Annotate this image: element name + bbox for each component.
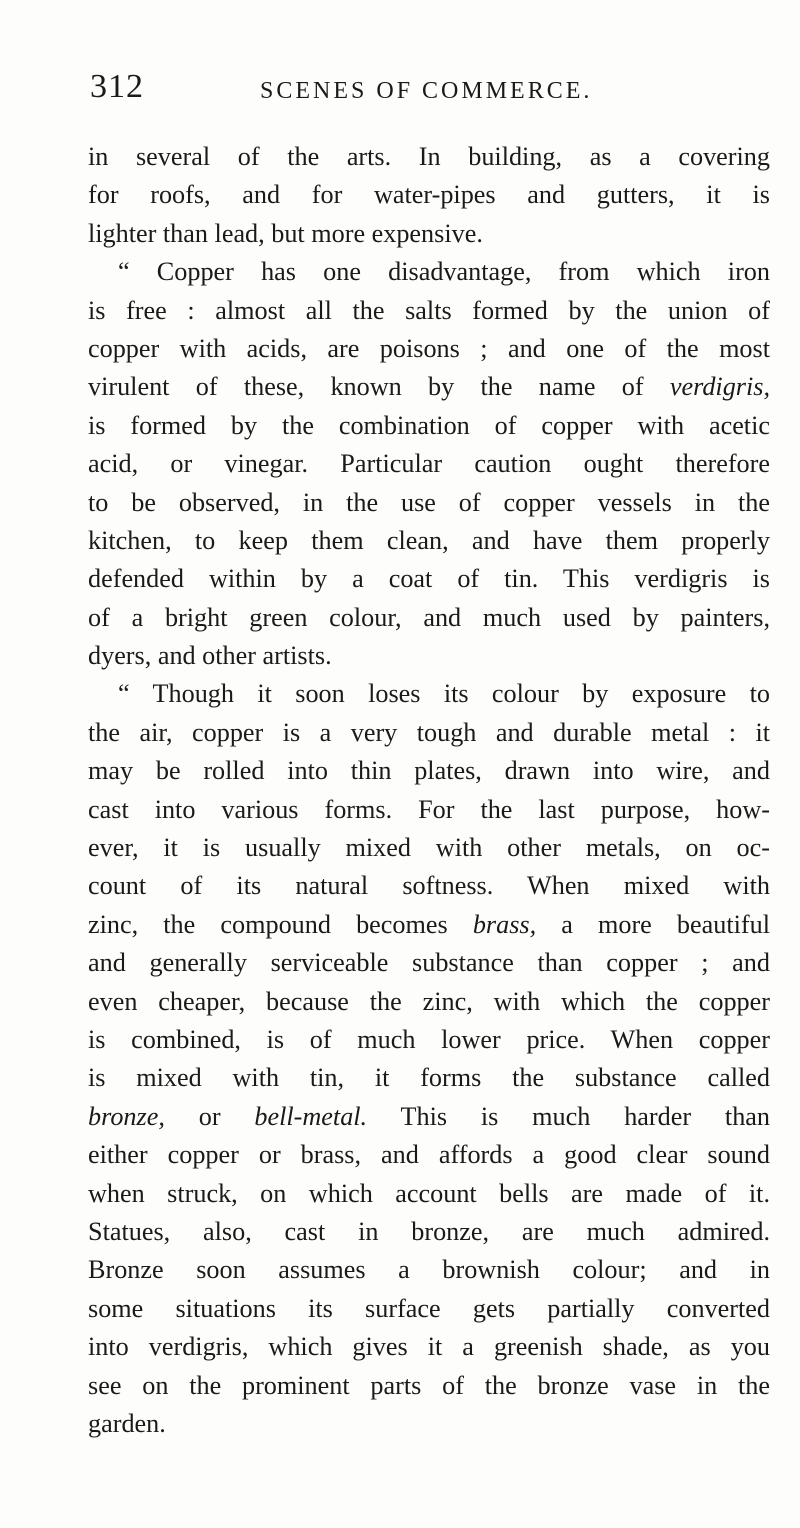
text-line: defended within by a coat of tin. This verdigris is	[88, 564, 770, 594]
text-line: ever, it is usually mixed with other metals, on oc-	[88, 833, 770, 863]
text-line: “ Copper has one disadvantage, from which iron	[118, 257, 770, 287]
text-line: cast into various forms. For the last purpose, how-	[88, 794, 770, 824]
text-line: see on the prominent parts of the bronze vase in the	[88, 1370, 770, 1400]
text-line: is mixed with tin, it forms the substance called	[88, 1063, 770, 1093]
text-line: some situations its surface gets partially converted	[88, 1293, 770, 1323]
text-line: acid, or vinegar. Particular caution ought therefore	[88, 449, 770, 479]
text-line-with-italic	[88, 906, 770, 944]
text-line: when struck, on which account bells are made of it.	[88, 1178, 770, 1208]
italic-term-bronze: bronze,	[88, 1101, 165, 1131]
text-segment: a more beautiful	[561, 909, 770, 939]
text-segment: This is much harder than	[400, 1101, 771, 1131]
text-line: may be rolled into thin plates, drawn into wire, and	[88, 756, 770, 786]
text-line: and generally serviceable substance than copper ; and	[88, 948, 770, 978]
text-line: garden.	[88, 1408, 166, 1438]
text-line: is free : almost all the salts formed by the union of	[88, 295, 770, 325]
text-line: is combined, is of much lower price. When copper	[88, 1024, 770, 1054]
text-segment: or	[198, 1101, 221, 1131]
text-line: for roofs, and for water-pipes and gutters, it is	[88, 180, 770, 210]
text-line: either copper or brass, and affords a good clear sound	[88, 1140, 770, 1170]
running-head	[90, 68, 770, 118]
text-segment: zinc, the compound becomes	[88, 909, 448, 939]
text-line: Bronze soon assumes a brownish colour; and in	[88, 1255, 770, 1285]
italic-term-brass: brass,	[472, 909, 537, 939]
text-line: to be observed, in the use of copper vessels in the	[88, 487, 770, 517]
text-line-with-italic	[88, 1098, 770, 1136]
italic-term-bell-metal: bell-metal.	[254, 1101, 368, 1131]
text-line: into verdigris, which gives it a greenish shade, as you	[88, 1332, 770, 1362]
running-title: SCENES OF COMMERCE.	[260, 78, 593, 104]
text-line: is formed by the combination of copper with acetic	[88, 410, 770, 440]
page-number: 312	[90, 68, 144, 105]
text-line: of a bright green colour, and much used by painters,	[88, 602, 770, 632]
text-segment: virulent of these, known by the name of	[88, 372, 644, 402]
text-line: “ Though it soon loses its colour by exposure to	[118, 679, 770, 709]
text-line: kitchen, to keep them clean, and have them properly	[88, 525, 770, 555]
text-line: count of its natural softness. When mixed with	[88, 871, 770, 901]
text-line: the air, copper is a very tough and durable metal : it	[88, 717, 770, 747]
text-line: lighter than lead, but more expensive.	[88, 218, 483, 248]
text-line: dyers, and other artists.	[88, 641, 332, 671]
italic-term-verdigris: verdigris,	[669, 372, 770, 402]
text-line-with-italic	[88, 368, 770, 406]
text-line: copper with acids, are poisons ; and one of the most	[88, 333, 770, 363]
text-line: Statues, also, cast in bronze, are much admired.	[88, 1216, 770, 1246]
text-line: in several of the arts. In building, as a covering	[88, 142, 770, 171]
text-line: even cheaper, because the zinc, with which the copper	[88, 986, 770, 1016]
body-text	[88, 138, 770, 1443]
